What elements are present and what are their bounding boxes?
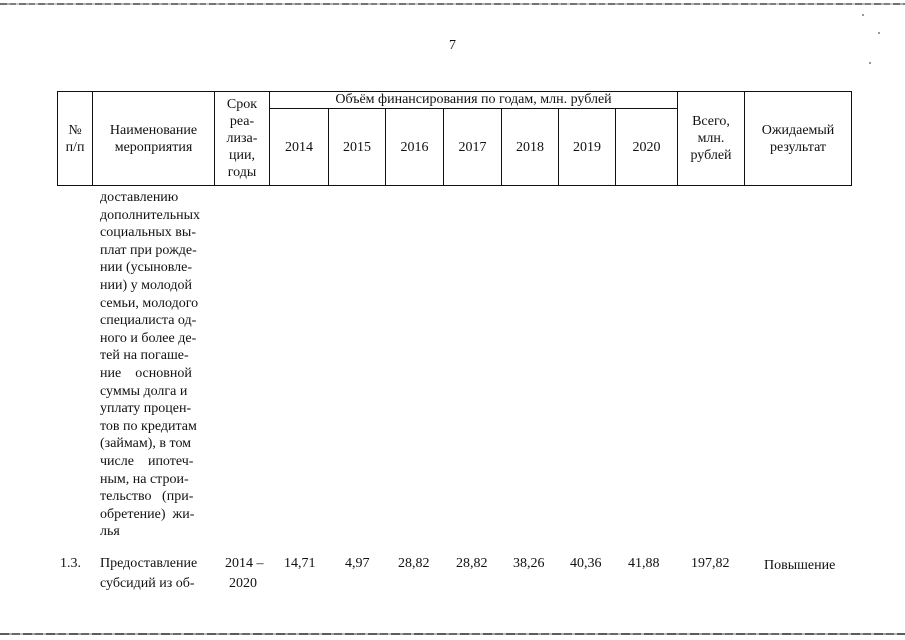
row-value-2014: 14,71 <box>284 556 316 571</box>
row-term-line2: 2020 <box>229 576 257 591</box>
header-term: Срок реа- лиза- ции, годы <box>226 97 258 180</box>
scan-bottom-edge <box>0 633 905 635</box>
header-year: 2016 <box>400 139 429 155</box>
scan-top-edge <box>0 3 905 5</box>
row-result: Повышение <box>764 558 836 573</box>
row-num: 1.3. <box>60 556 81 571</box>
header-total: Всего, млн. рублей <box>690 114 732 163</box>
row-value-2018: 38,26 <box>513 556 545 571</box>
header-funding-title: Объём финансирования по годам, млн. рублей <box>335 92 612 107</box>
scan-speck <box>869 62 871 64</box>
table-header <box>57 91 852 186</box>
row-value-2015: 4,97 <box>345 556 370 571</box>
row-name-line1: Предоставление <box>100 556 198 571</box>
row-value-2017: 28,82 <box>456 556 488 571</box>
row-name-line2: субсидий из об- <box>100 576 195 591</box>
header-year: 2018 <box>516 139 544 155</box>
header-year: 2017 <box>458 139 487 155</box>
header-year: 2014 <box>285 139 313 155</box>
header-year: 2020 <box>632 139 661 155</box>
scan-speck <box>862 14 864 16</box>
page-number: 7 <box>449 38 456 53</box>
header-name: Наименование мероприятия <box>109 122 198 155</box>
row-total: 197,82 <box>691 556 730 571</box>
row-value-2020: 41,88 <box>628 556 660 571</box>
header-year: 2019 <box>573 139 601 155</box>
header-year: 2015 <box>343 139 371 155</box>
header-result: Ожидаемый результат <box>761 122 835 155</box>
continued-measure-name: доставлению дополнительных социальных вы- плат при рожде- нии (усыновле- нии) у молодой семьи, молодого специалиста од- ного и более де- тей на погаше- ние основной суммы долга и уплату процен- тов по кредитам (займам), в том числе ипотеч- ным, на строи- тельство (при- обретение) жи- лья <box>100 190 201 540</box>
row-value-2019: 40,36 <box>570 556 602 571</box>
row-value-2016: 28,82 <box>398 556 430 571</box>
scan-speck <box>878 32 880 34</box>
row-term-line1: 2014 – <box>225 556 264 571</box>
header-num: № п/п <box>65 122 85 155</box>
